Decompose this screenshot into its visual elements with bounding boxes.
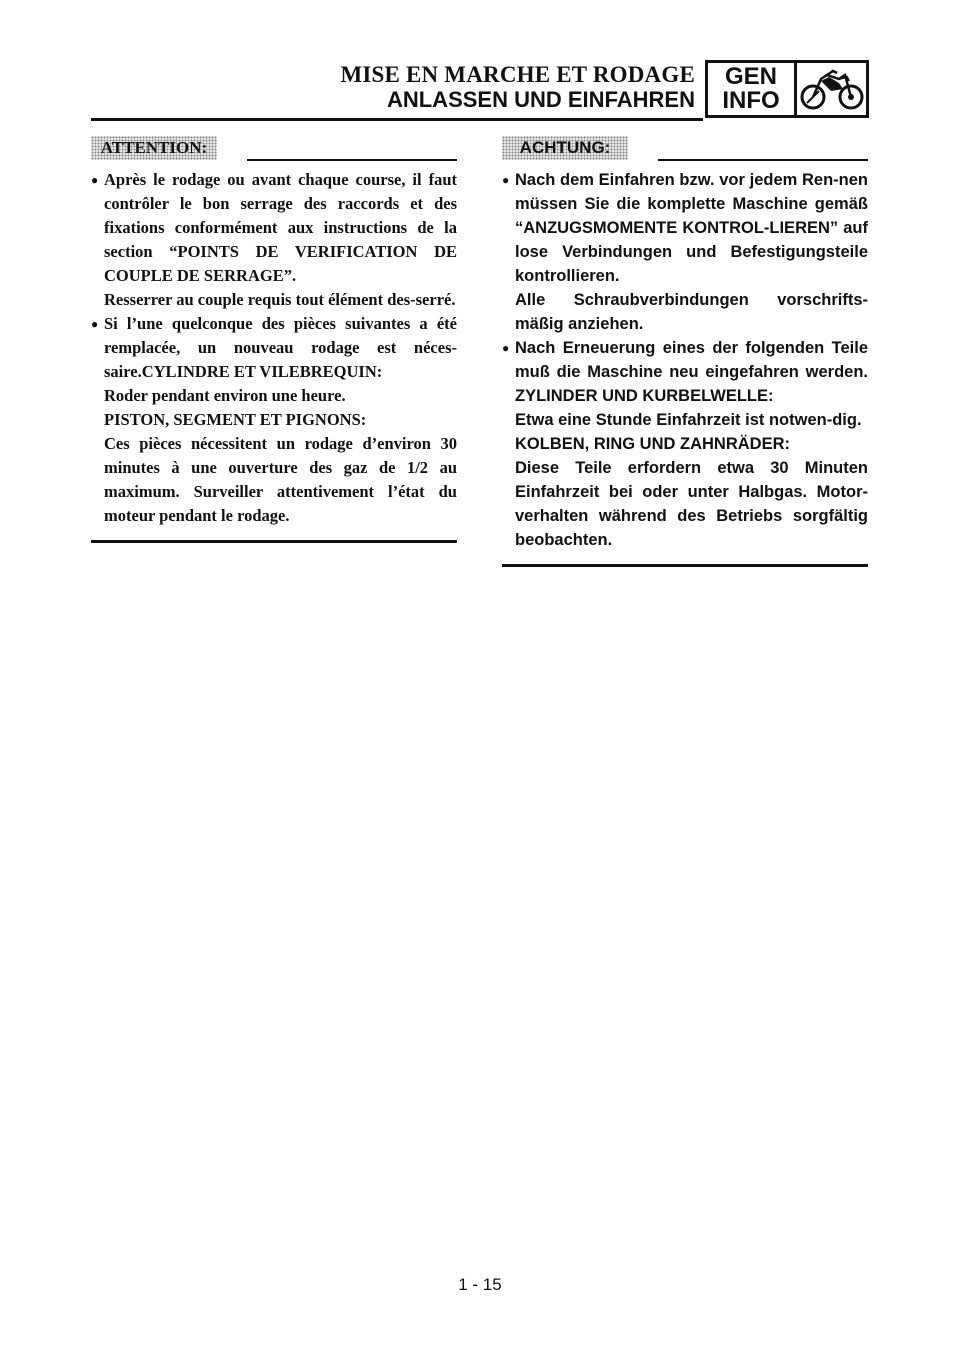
caution-header-fr — [91, 136, 457, 162]
header-rule — [91, 118, 703, 121]
header-title-de: ANLASSEN UND EINFAHREN — [386, 87, 695, 112]
badge-line-gen: GEN — [724, 63, 777, 90]
motorcycle-icon — [799, 67, 865, 111]
bullet-subtext: Roder pendant environ une heure. — [104, 386, 346, 405]
header-title-fr: MISE EN MARCHE ET RODAGE — [340, 62, 695, 87]
bullet-dot-icon: ● — [91, 173, 99, 187]
bullet-subtext: Etwa eine Stunde Einfahrzeit ist notwen-dig. — [515, 411, 862, 429]
caution-body-de — [502, 168, 868, 567]
bullet-text: Après le rodage ou avant chaque course, il faut contrôler le bon serrage des raccords et des fixations conformément aux instructions de la section “POINTS DE VERIFICATION DE COUPLE DE SERRAGE”. — [104, 170, 457, 285]
bullet-subtext: Diese Teile erfordern etwa 30 Minuten Einfahrzeit bei oder unter Halbgas. Motor-verhalten während des Betriebs sorgfältig beobachten. — [515, 459, 868, 549]
caution-header-de — [502, 136, 868, 162]
bullet-item — [91, 168, 457, 312]
caution-end-rule-de — [502, 564, 868, 567]
badge-line-info: INFO — [722, 87, 780, 114]
badge-text — [708, 63, 797, 115]
bullet-text: Nach Erneuerung eines der folgenden Teile muß die Maschine neu eingefahren werden. ZYLINDER UND KURBELWELLE: — [515, 339, 868, 405]
caution-rule-fr — [247, 159, 457, 161]
bullet-item — [502, 336, 868, 552]
column-french — [91, 136, 457, 543]
bullet-subheading: KOLBEN, RING UND ZAHNRÄDER: — [515, 435, 790, 453]
bullet-text: Si l’une quelconque des pièces suivantes a été remplacée, un nouveau rodage est néces-saire.CYLINDRE ET VILEBREQUIN: — [104, 314, 457, 381]
caution-label-fr: ATTENTION: — [91, 136, 217, 160]
caution-body-fr — [91, 168, 457, 543]
caution-end-rule-fr — [91, 540, 457, 543]
bullet-subtext: Ces pièces nécessitent un rodage d’environ 30 minutes à une ouverture des gaz de 1/2 au maximum. Surveiller attentivement l’état du moteur pendant le rodage. — [104, 434, 457, 525]
column-german — [502, 136, 868, 567]
bullet-subtext: Alle Schraubverbindungen vorschrifts-mäßig anziehen. — [515, 291, 868, 333]
caution-rule-de — [658, 159, 868, 161]
page-number: 1 - 15 — [458, 1275, 502, 1294]
bullet-dot-icon: ● — [91, 317, 99, 331]
bullet-subtext: Resserrer au couple requis tout élément des-serré. — [104, 290, 456, 309]
caution-label-de: ACHTUNG: — [502, 136, 628, 160]
bullet-text: Nach dem Einfahren bzw. vor jedem Ren-nen müssen Sie die komplette Maschine gemäß “ANZUGSMOMENTE KONTROL-LIEREN” auf lose Verbindungen und Befestigungsteile kontrollieren. — [515, 171, 868, 285]
bullet-dot-icon: ● — [502, 173, 510, 187]
bullet-item — [91, 312, 457, 528]
bullet-subheading: PISTON, SEGMENT ET PIGNONS: — [104, 410, 367, 429]
bullet-dot-icon: ● — [502, 341, 510, 355]
bullet-item — [502, 168, 868, 336]
badge-icon-cell — [797, 63, 866, 115]
section-badge — [705, 60, 869, 118]
